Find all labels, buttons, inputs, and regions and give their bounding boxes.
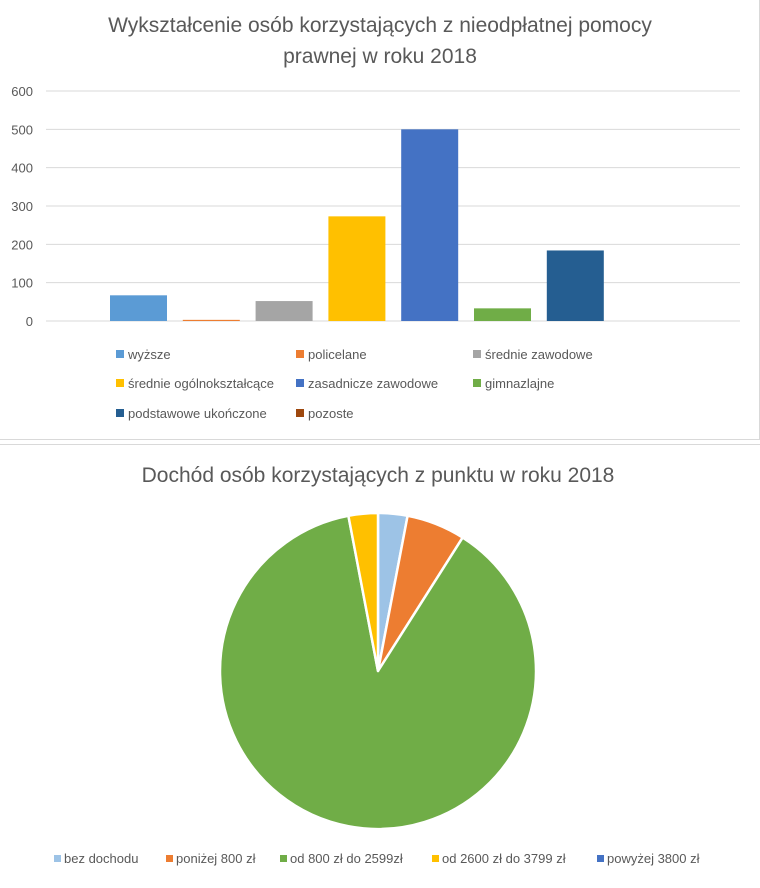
legend-swatch xyxy=(473,350,481,358)
legend-item-srednie-zawodowe xyxy=(473,347,593,362)
legend-label: podstawowe ukończone xyxy=(128,406,267,421)
legend-swatch xyxy=(116,350,124,358)
y-tick-label: 400 xyxy=(11,160,33,176)
legend-item-pozoste xyxy=(296,406,354,421)
legend-item-gimnazlajne xyxy=(473,376,554,391)
legend-item-powyzej-3800-zl xyxy=(597,851,700,866)
legend-label: poniżej 800 zł xyxy=(176,851,256,866)
bar-chart-title-line-1: Wykształcenie osób korzystających z nieodpłatnej pomocy xyxy=(108,14,652,37)
y-tick-label: 0 xyxy=(25,314,33,329)
legend-swatch xyxy=(116,409,124,417)
legend-swatch xyxy=(432,855,439,862)
bar-policelane xyxy=(183,320,240,321)
legend-swatch xyxy=(166,855,173,862)
legend-label: wyższe xyxy=(128,347,171,362)
legend-label: zasadnicze zawodowe xyxy=(308,376,439,391)
y-tick-label: 100 xyxy=(11,275,33,291)
bar-chart-title-line-2: prawnej w roku 2018 xyxy=(283,45,477,68)
legend-label: powyżej 3800 zł xyxy=(607,851,700,866)
legend-item-zasadnicze-zawodowe xyxy=(296,376,438,391)
education-bar-chart xyxy=(0,0,760,440)
legend-item-srednie-ogolnoksztalcace xyxy=(116,376,274,391)
legend-swatch xyxy=(597,855,604,862)
legend-label: pozoste xyxy=(308,406,354,421)
legend-item-wyzsze xyxy=(116,347,171,362)
legend-label: od 2600 zł do 3799 zł xyxy=(442,851,566,866)
legend-label: od 800 zł do 2599zł xyxy=(290,851,403,866)
legend-swatch xyxy=(296,379,304,387)
bar-wyzsze xyxy=(110,295,167,321)
legend-label: bez dochodu xyxy=(64,851,139,866)
y-tick-label: 500 xyxy=(11,122,33,138)
y-tick-label: 600 xyxy=(11,84,33,99)
legend-item-od-2600-zl-do-3799-zl xyxy=(432,851,566,866)
legend-item-ponizej-800-zl xyxy=(166,851,256,866)
y-tick-label: 300 xyxy=(11,199,33,214)
legend-swatch xyxy=(473,379,481,387)
bar-zasadnicze-zawodowe xyxy=(401,129,458,321)
legend-item-policelane xyxy=(296,347,367,362)
bar-srednie-zawodowe xyxy=(256,301,313,321)
legend-item-podstawowe-ukonczone xyxy=(116,406,267,421)
bar-podstawowe-ukonczone xyxy=(547,250,604,321)
legend-swatch xyxy=(54,855,61,862)
legend-swatch xyxy=(280,855,287,862)
legend-swatch xyxy=(296,350,304,358)
legend-label: policelane xyxy=(308,347,367,362)
education-chart-panel xyxy=(0,0,760,440)
income-chart-panel xyxy=(0,444,760,887)
legend-label: gimnazlajne xyxy=(485,376,555,391)
legend-label: średnie zawodowe xyxy=(485,347,593,362)
legend-label: średnie ogólnokształcące xyxy=(128,376,274,391)
legend-swatch xyxy=(296,409,304,417)
pie-chart-title: Dochód osób korzystających z punktu w roku 2018 xyxy=(141,464,615,487)
y-tick-label: 200 xyxy=(11,237,33,253)
income-pie-chart xyxy=(0,445,760,888)
legend-item-bez-dochodu xyxy=(54,851,138,866)
legend-item-od-800-zl-do-2599zl xyxy=(280,851,403,866)
legend-swatch xyxy=(116,379,124,387)
bar-srednie-ogolnoksztalcace xyxy=(328,216,385,321)
bar-gimnazlajne xyxy=(474,308,531,321)
